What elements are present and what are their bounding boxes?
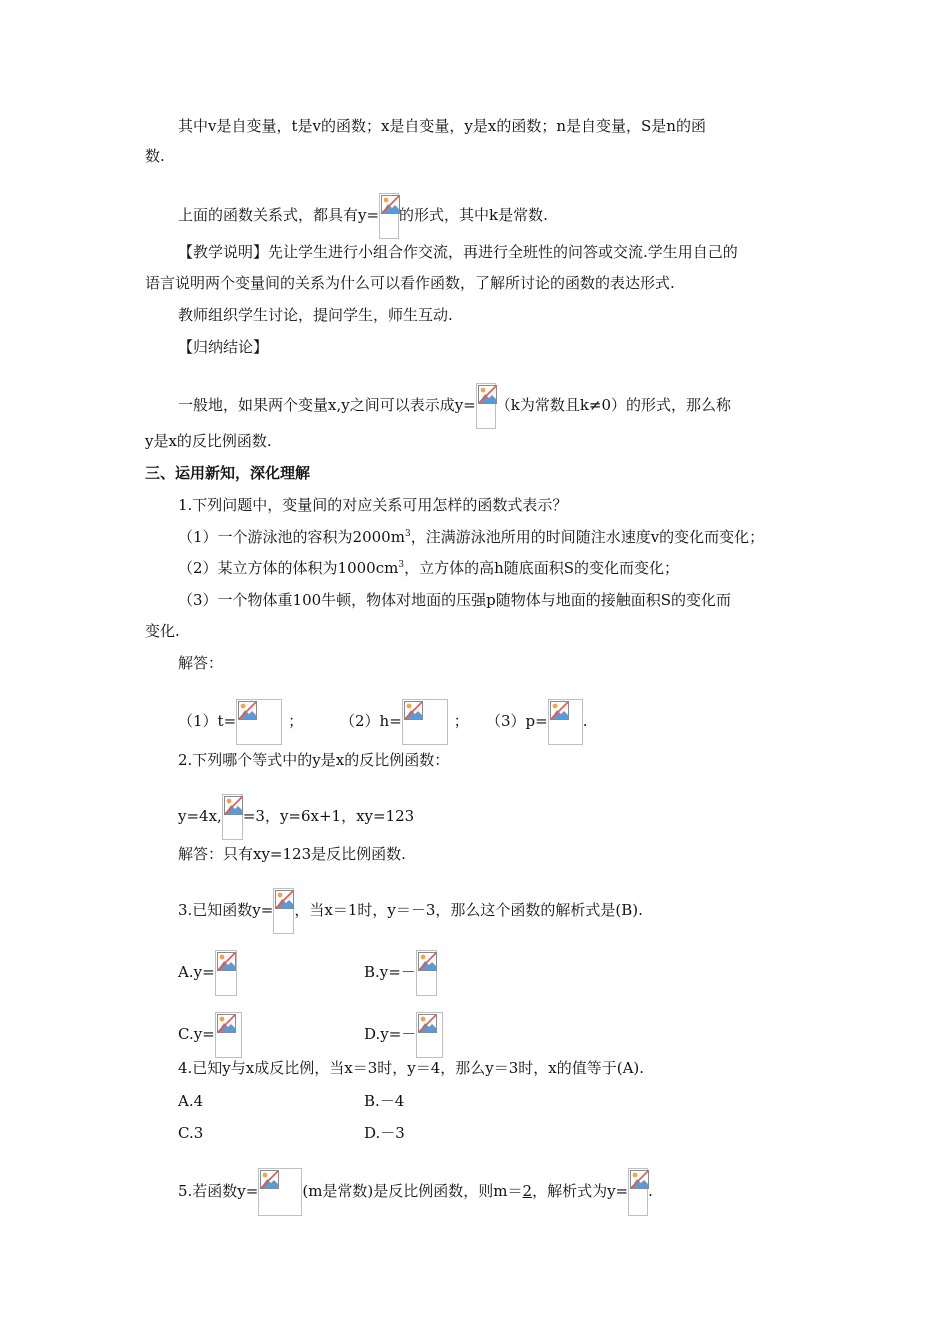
item-1-text-end: ，注满游泳池所用的时间随注水速度v的变化而变化； — [410, 528, 765, 546]
question-1-item-1 — [178, 527, 764, 547]
formula-image-icon — [379, 193, 399, 239]
option-d-text: D.y=－ — [364, 1025, 417, 1043]
section-heading: 三、运用新知，深化理解 — [145, 464, 311, 482]
q4-option-c: C.3 — [178, 1124, 204, 1142]
option-a — [178, 950, 237, 996]
answer-2: 解答：只有xy=123是反比例函数. — [178, 845, 406, 863]
question-1-item-3-line-2: 变化. — [145, 622, 180, 640]
teaching-note-line-2: 语言说明两个变量间的关系为什么可以看作函数，了解所讨论的函数的表达形式. — [145, 274, 675, 292]
question-2: 2.下列哪个等式中的y是x的反比例函数： — [178, 751, 450, 769]
option-b-text: B.y=－ — [364, 963, 416, 981]
answer-1-3 — [486, 699, 588, 745]
question-2-equations — [178, 794, 414, 840]
q4-option-a: A.4 — [178, 1092, 204, 1110]
question-3 — [178, 888, 643, 934]
formula-image-icon — [476, 383, 496, 429]
question-5-text: 5.若函数y= — [178, 1182, 259, 1200]
definition-line-2: y是x的反比例函数. — [145, 432, 272, 450]
definition-text: 一般地，如果两个变量x,y之间可以表示成y= — [178, 396, 476, 414]
punct: . — [582, 712, 588, 730]
para-1-line-2: 数. — [145, 147, 165, 165]
teacher-discussion: 教师组织学生讨论，提问学生，师生互动. — [178, 306, 453, 324]
question-5-mid2: ，解析式为y= — [532, 1182, 629, 1200]
question-3-text-end: ，当x＝1时，y＝－3，那么这个函数的解析式是(B). — [294, 901, 643, 919]
option-c-text: C.y= — [178, 1025, 215, 1043]
definition-text-end: （k为常数且k≠0）的形式，那么称 — [495, 396, 732, 414]
equation-1: y=4x, — [178, 807, 222, 825]
punct: . — [648, 1182, 653, 1200]
answer-1-2 — [340, 699, 469, 745]
formula-image-icon — [628, 1168, 648, 1216]
teaching-note-line-1: 【教学说明】先让学生进行小组合作交流，再进行全班性的问答或交流.学生用自己的 — [178, 243, 738, 261]
formula-image-icon — [416, 1012, 443, 1058]
answer-1-2-text: （2）h= — [340, 712, 402, 730]
formula-image-icon — [402, 699, 448, 745]
option-c — [178, 1012, 242, 1058]
question-3-text: 3.已知函数y= — [178, 901, 274, 919]
question-1-item-2 — [178, 558, 679, 578]
formula-image-icon — [416, 950, 437, 996]
formula-image-icon — [258, 1168, 302, 1216]
punct: ； — [288, 712, 304, 730]
question-4: 4.已知y与x成反比例，当x＝3时，y＝4，那么y＝3时，x的值等于(A). — [178, 1059, 645, 1077]
option-b — [364, 950, 437, 996]
option-d — [364, 1012, 443, 1058]
answer-label: 解答： — [178, 654, 224, 672]
question-1-item-3: （3）一个物体重100牛顿，物体对地面的压强p随物体与地面的接触面积S的变化而 — [178, 591, 732, 609]
formula-image-icon — [222, 794, 243, 840]
superscript: 3 — [404, 529, 411, 539]
para-2-text-end: 的形式，其中k是常数. — [399, 206, 548, 224]
answer-m: 2 — [522, 1182, 533, 1200]
option-a-text: A.y= — [178, 963, 215, 981]
item-2-text-end: ，立方体的高h随底面积S的变化而变化； — [404, 559, 680, 577]
item-1-text: （1）一个游泳池的容积为2000m — [178, 528, 405, 546]
para-1-line-1: 其中v是自变量，t是v的函数；x是自变量，y是x的函数；n是自变量，S是n的函 — [178, 117, 706, 135]
answer-1-1-text: （1）t= — [178, 712, 237, 730]
formula-image-icon — [236, 699, 282, 745]
definition — [178, 383, 731, 429]
formula-image-icon — [273, 888, 294, 934]
punct: ； — [453, 712, 469, 730]
equations-rest: =3，y=6x+1，xy=123 — [242, 807, 415, 825]
question-5-mid: (m是常数)是反比例函数，则m＝ — [302, 1182, 523, 1200]
formula-image-icon — [215, 1012, 242, 1058]
answer-1-3-text: （3）p= — [486, 712, 548, 730]
answer-1-1 — [178, 699, 303, 745]
question-5 — [178, 1168, 653, 1216]
q4-option-b: B.－4 — [364, 1092, 405, 1110]
formula-image-icon — [215, 950, 237, 996]
superscript: 3 — [398, 560, 405, 570]
formula-image-icon — [548, 699, 583, 745]
q4-option-d: D.－3 — [364, 1124, 405, 1142]
para-2 — [178, 193, 548, 239]
question-1: 1.下列问题中，变量间的对应关系可用怎样的函数式表示？ — [178, 496, 568, 514]
para-2-text: 上面的函数关系式，都具有y= — [178, 206, 380, 224]
item-2-text: （2）某立方体的体积为1000cm — [178, 559, 399, 577]
conclusion-heading: 【归纳结论】 — [178, 338, 269, 356]
